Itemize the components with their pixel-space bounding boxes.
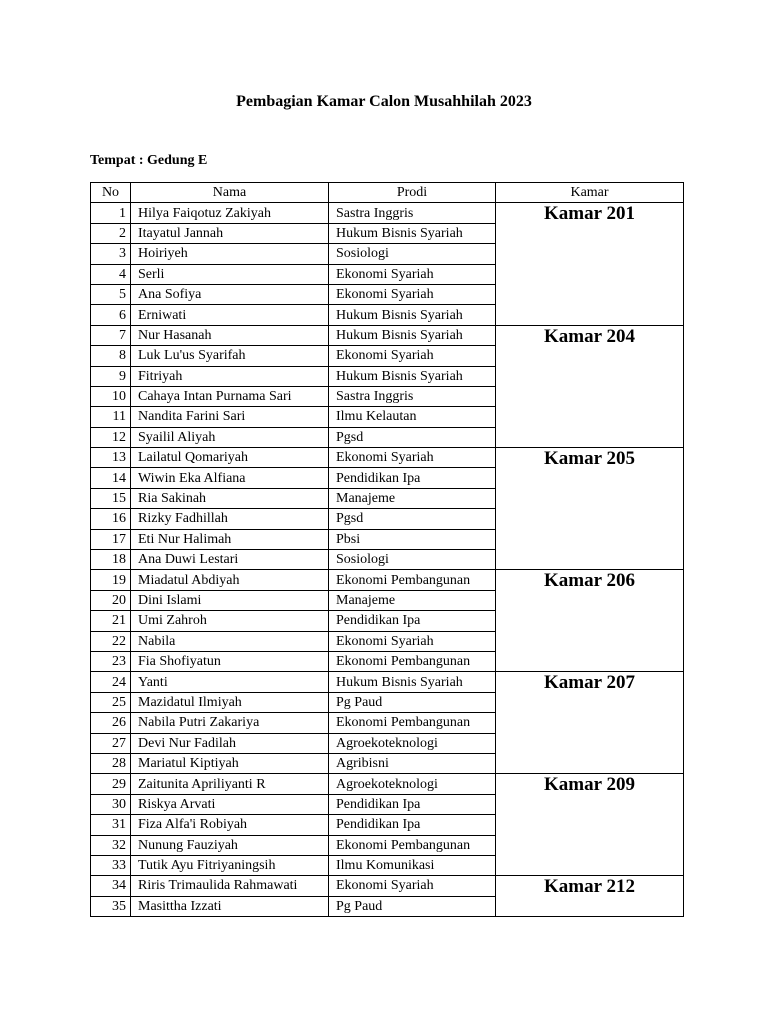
- room-label: Kamar 209: [496, 774, 684, 876]
- row-number: 33: [91, 855, 131, 875]
- row-prodi: Pendidikan Ipa: [329, 815, 496, 835]
- row-nama: Zaitunita Apriliyanti R: [131, 774, 329, 794]
- row-number: 1: [91, 203, 131, 223]
- row-number: 14: [91, 468, 131, 488]
- row-number: 28: [91, 753, 131, 773]
- row-prodi: Sastra Inggris: [329, 203, 496, 223]
- row-prodi: Ekonomi Syariah: [329, 284, 496, 304]
- row-nama: Mariatul Kiptiyah: [131, 753, 329, 773]
- row-prodi: Hukum Bisnis Syariah: [329, 325, 496, 345]
- row-prodi: Sosiologi: [329, 244, 496, 264]
- row-nama: Riskya Arvati: [131, 794, 329, 814]
- row-nama: Serli: [131, 264, 329, 284]
- row-number: 12: [91, 427, 131, 447]
- table-row: [91, 876, 684, 896]
- room-label: Kamar 207: [496, 672, 684, 774]
- row-number: 26: [91, 713, 131, 733]
- row-number: 15: [91, 488, 131, 508]
- table-row: [91, 570, 684, 590]
- row-nama: Lailatul Qomariyah: [131, 448, 329, 468]
- row-nama: Erniwati: [131, 305, 329, 325]
- room-assignment-table: [90, 182, 684, 917]
- row-number: 20: [91, 590, 131, 610]
- row-nama: Umi Zahroh: [131, 611, 329, 631]
- table-header-row: [91, 183, 684, 203]
- row-nama: Itayatul Jannah: [131, 223, 329, 243]
- row-prodi: Hukum Bisnis Syariah: [329, 305, 496, 325]
- row-nama: Fitriyah: [131, 366, 329, 386]
- row-number: 27: [91, 733, 131, 753]
- header-prodi: Prodi: [329, 183, 496, 203]
- table-row: [91, 448, 684, 468]
- row-number: 16: [91, 509, 131, 529]
- row-prodi: Ilmu Kelautan: [329, 407, 496, 427]
- row-nama: Miadatul Abdiyah: [131, 570, 329, 590]
- row-nama: Hoiriyeh: [131, 244, 329, 264]
- row-number: 32: [91, 835, 131, 855]
- row-number: 19: [91, 570, 131, 590]
- row-prodi: Ekonomi Pembangunan: [329, 651, 496, 671]
- row-nama: Nunung Fauziyah: [131, 835, 329, 855]
- row-nama: Nabila Putri Zakariya: [131, 713, 329, 733]
- table-row: [91, 325, 684, 345]
- row-prodi: Ekonomi Pembangunan: [329, 570, 496, 590]
- row-nama: Luk Lu'us Syarifah: [131, 346, 329, 366]
- row-number: 11: [91, 407, 131, 427]
- row-prodi: Hukum Bisnis Syariah: [329, 223, 496, 243]
- row-prodi: Pgsd: [329, 427, 496, 447]
- table-body: [91, 203, 684, 917]
- row-nama: Mazidatul Ilmiyah: [131, 692, 329, 712]
- row-prodi: Pendidikan Ipa: [329, 794, 496, 814]
- row-nama: Nur Hasanah: [131, 325, 329, 345]
- row-number: 25: [91, 692, 131, 712]
- row-prodi: Agroekoteknologi: [329, 774, 496, 794]
- row-nama: Devi Nur Fadilah: [131, 733, 329, 753]
- row-prodi: Ekonomi Syariah: [329, 448, 496, 468]
- row-prodi: Pendidikan Ipa: [329, 611, 496, 631]
- table-row: [91, 203, 684, 223]
- row-number: 8: [91, 346, 131, 366]
- room-label: Kamar 205: [496, 448, 684, 570]
- header-no: No: [91, 183, 131, 203]
- row-number: 3: [91, 244, 131, 264]
- row-number: 29: [91, 774, 131, 794]
- header-kamar: Kamar: [496, 183, 684, 203]
- row-prodi: Ekonomi Syariah: [329, 876, 496, 896]
- row-prodi: Sosiologi: [329, 550, 496, 570]
- row-prodi: Manajeme: [329, 590, 496, 610]
- row-number: 6: [91, 305, 131, 325]
- row-prodi: Ekonomi Syariah: [329, 346, 496, 366]
- row-prodi: Pgsd: [329, 509, 496, 529]
- row-prodi: Pg Paud: [329, 896, 496, 916]
- room-label: Kamar 204: [496, 325, 684, 447]
- row-prodi: Pg Paud: [329, 692, 496, 712]
- row-prodi: Pendidikan Ipa: [329, 468, 496, 488]
- row-number: 7: [91, 325, 131, 345]
- row-nama: Masittha Izzati: [131, 896, 329, 916]
- row-number: 13: [91, 448, 131, 468]
- row-nama: Dini Islami: [131, 590, 329, 610]
- header-nama: Nama: [131, 183, 329, 203]
- row-prodi: Ilmu Komunikasi: [329, 855, 496, 875]
- row-nama: Eti Nur Halimah: [131, 529, 329, 549]
- row-prodi: Agribisni: [329, 753, 496, 773]
- row-number: 5: [91, 284, 131, 304]
- row-prodi: Hukum Bisnis Syariah: [329, 366, 496, 386]
- room-label: Kamar 201: [496, 203, 684, 325]
- row-nama: Ria Sakinah: [131, 488, 329, 508]
- row-prodi: Pbsi: [329, 529, 496, 549]
- row-nama: Rizky Fadhillah: [131, 509, 329, 529]
- row-nama: Tutik Ayu Fitriyaningsih: [131, 855, 329, 875]
- row-prodi: Ekonomi Syariah: [329, 631, 496, 651]
- row-nama: Fiza Alfa'i Robiyah: [131, 815, 329, 835]
- row-prodi: Ekonomi Pembangunan: [329, 835, 496, 855]
- row-nama: Yanti: [131, 672, 329, 692]
- row-nama: Cahaya Intan Purnama Sari: [131, 386, 329, 406]
- document-title: Pembagian Kamar Calon Musahhilah 2023: [236, 93, 532, 110]
- row-prodi: Manajeme: [329, 488, 496, 508]
- place-label: Tempat : Gedung E: [90, 153, 208, 168]
- row-number: 23: [91, 651, 131, 671]
- row-nama: Fia Shofiyatun: [131, 651, 329, 671]
- row-number: 35: [91, 896, 131, 916]
- table-row: [91, 774, 684, 794]
- row-nama: Ana Sofiya: [131, 284, 329, 304]
- room-label: Kamar 212: [496, 876, 684, 917]
- table-row: [91, 672, 684, 692]
- row-number: 24: [91, 672, 131, 692]
- row-nama: Wiwin Eka Alfiana: [131, 468, 329, 488]
- row-nama: Nabila: [131, 631, 329, 651]
- row-nama: Syailil Aliyah: [131, 427, 329, 447]
- row-number: 4: [91, 264, 131, 284]
- row-prodi: Agroekoteknologi: [329, 733, 496, 753]
- row-number: 34: [91, 876, 131, 896]
- room-label: Kamar 206: [496, 570, 684, 672]
- row-prodi: Ekonomi Syariah: [329, 264, 496, 284]
- row-prodi: Sastra Inggris: [329, 386, 496, 406]
- row-number: 9: [91, 366, 131, 386]
- row-number: 18: [91, 550, 131, 570]
- row-nama: Riris Trimaulida Rahmawati: [131, 876, 329, 896]
- row-number: 17: [91, 529, 131, 549]
- row-nama: Ana Duwi Lestari: [131, 550, 329, 570]
- row-number: 22: [91, 631, 131, 651]
- row-number: 10: [91, 386, 131, 406]
- row-number: 21: [91, 611, 131, 631]
- row-nama: Nandita Farini Sari: [131, 407, 329, 427]
- row-prodi: Ekonomi Pembangunan: [329, 713, 496, 733]
- row-number: 30: [91, 794, 131, 814]
- row-number: 2: [91, 223, 131, 243]
- row-number: 31: [91, 815, 131, 835]
- row-nama: Hilya Faiqotuz Zakiyah: [131, 203, 329, 223]
- row-prodi: Hukum Bisnis Syariah: [329, 672, 496, 692]
